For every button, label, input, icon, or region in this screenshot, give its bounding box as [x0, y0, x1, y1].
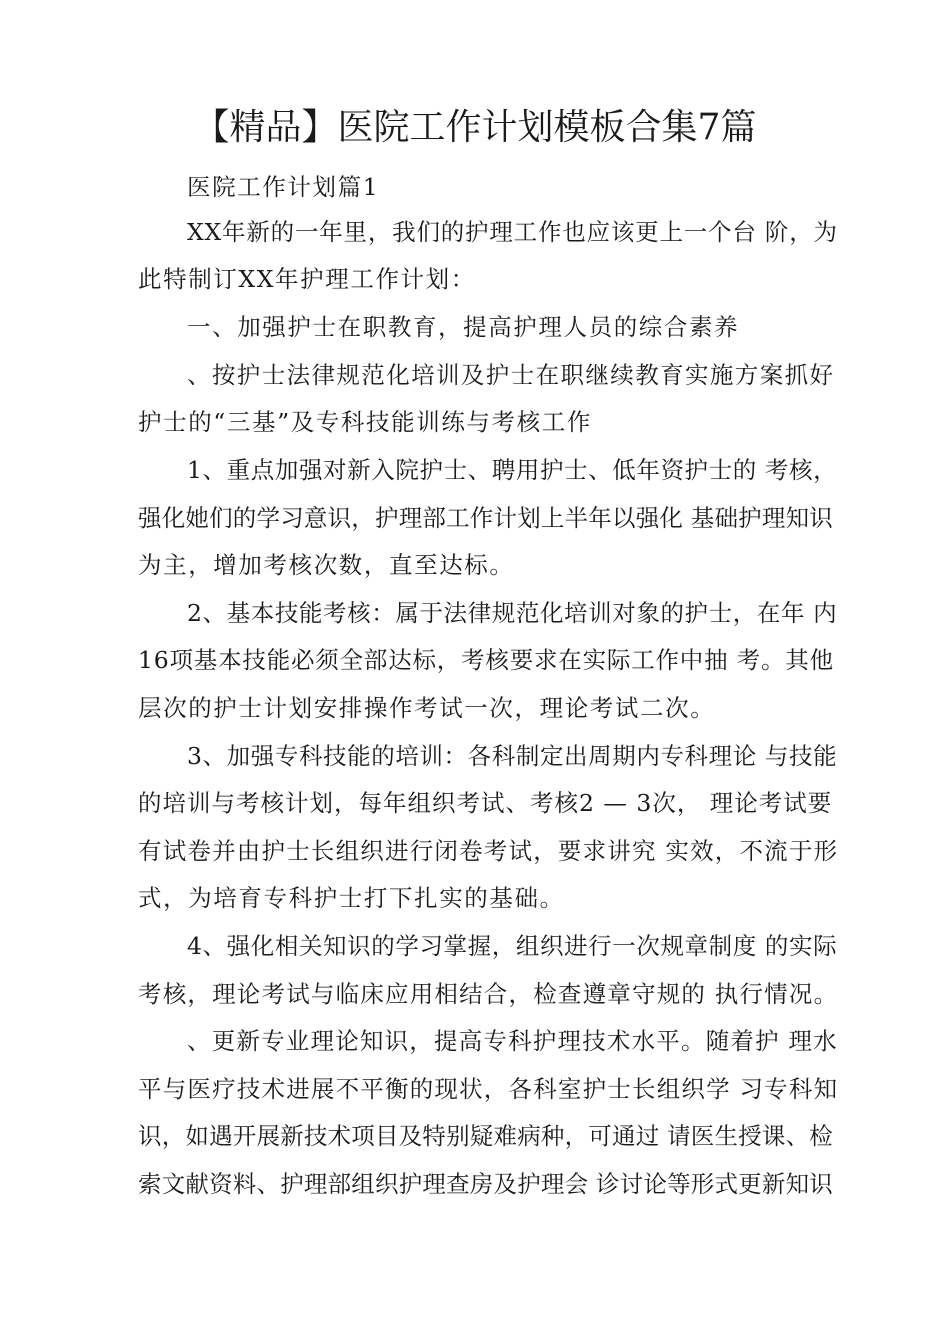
- paragraph-line: 一、加强护士在职教育，提高护理人员的综合素养: [187, 313, 740, 341]
- paragraph-line: 3、加强专科技能的培训：各科制定出周期内专科理论 与技能: [187, 742, 838, 770]
- paragraph-line: 索文献资料、护理部组织护理查房及护理会 诊讨论等形式更新知识: [138, 1170, 833, 1198]
- paragraph-line: 识，如遇开展新技术项目及特别疑难病种，可通过 请医生授课、检: [138, 1122, 833, 1150]
- paragraph-line: 此特制订XX年护理工作计划：: [138, 265, 476, 293]
- paragraph-line: 有试卷并由护士长组织进行闭卷考试，要求讲究 实效，不流于形: [138, 837, 839, 865]
- paragraph-line: 强化她们的学习意识，护理部工作计划上半年以强化 基础护理知识: [138, 504, 833, 532]
- paragraph-line: 层次的护士计划安排操作考试一次，理论考试二次。: [138, 694, 716, 722]
- paragraph-line: 平与医疗技术进展不平衡的现状，各科室护士长组织学 习专科知: [138, 1075, 839, 1103]
- paragraph-line: 4、强化相关知识的学习掌握，组织进行一次规章制度 的实际: [187, 932, 838, 960]
- paragraph-line: 式，为培育专科护士打下扎实的基础。: [138, 884, 565, 912]
- paragraph-line: 为主，增加考核次数，直至达标。: [138, 551, 515, 579]
- paragraph-line: 16项基本技能必须全部达标，考核要求在实际工作中抽 考。其他: [138, 646, 834, 674]
- section-heading: 医院工作计划篇1: [187, 173, 380, 201]
- paragraph-line: 2、基本技能考核：属于法律规范化培训对象的护士，在年 内: [187, 599, 838, 627]
- paragraph-line: XX年新的一年里，我们的护理工作也应该更上一个台 阶，为: [187, 218, 838, 246]
- paragraph-line: 1、重点加强对新入院护士、聘用护士、低年资护士的 考核，: [187, 456, 838, 484]
- paragraph-line: 护士的“三基”及专科技能训练与考核工作: [138, 408, 592, 436]
- paragraph-line: 、更新专业理论知识，提高专科护理技术水平。随着护 理水: [187, 1027, 838, 1055]
- paragraph-line: 、按护士法律规范化培训及护士在职继续教育实施方案抓好: [187, 361, 835, 389]
- paragraph-line: 的培训与考核计划，每年组织考试、考核2 — 3次， 理论考试要: [138, 789, 833, 817]
- paragraph-line: 考核，理论考试与临床应用相结合，检查遵章守规的 执行情况。: [138, 980, 839, 1008]
- document-title: 【精品】医院工作计划模板合集7篇: [193, 107, 757, 148]
